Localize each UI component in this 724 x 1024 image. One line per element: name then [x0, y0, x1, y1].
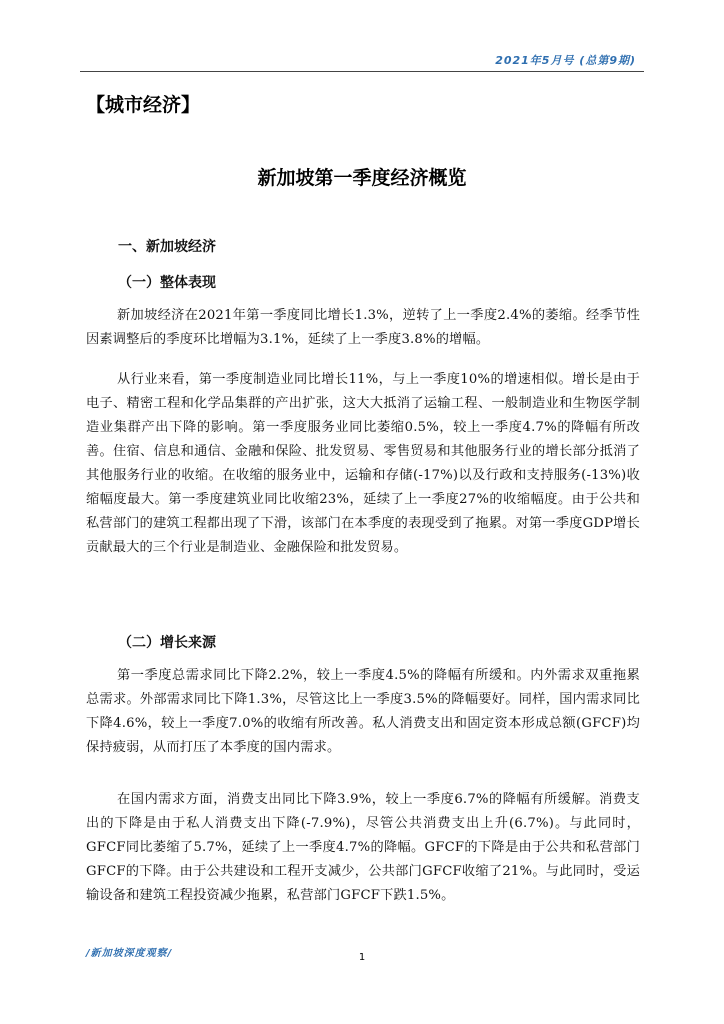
paragraph-demand: 第一季度总需求同比下降2.2%，较上一季度4.5%的降幅有所缓和。内外需求双重拖累总需求。外部需求同比下降1.3%，尽管这比上一季度3.5%的降幅要好。同样，国内需求同比下降4.6%，较上一季度7.0%的收缩有所改善。私人消费支出和固定资本形成总额(GFCF)均保持疲弱，从而打压了本季度的国内需求。	[86, 668, 640, 755]
header-divider	[80, 71, 644, 72]
paragraph-overall: 新加坡经济在2021年第一季度同比增长1.3%，逆转了上一季度2.4%的萎缩。经季节性因素调整后的季度环比增幅为3.1%，延续了上一季度3.8%的增幅。	[86, 308, 640, 347]
issue-label: 2021年5月号 (总第9期)	[495, 54, 636, 67]
paragraph-domestic-demand: 在国内需求方面，消费支出同比下降3.9%，较上一季度6.7%的降幅有所缓解。消费支出的下降是由于私人消费支出下降(-7.9%)，尽管公共消费支出上升(6.7%)。与此同时，GFCF同比萎缩了5.7%，延续了上一季度4.7%的降幅。GFCF的下降是由于公共和私营部门GFCF的下降。由于公共建设和工程开支减少，公共部门GFCF收缩了21%。与此同时，受运输设备和建筑工程投资减少拖累，私营部门GFCF下跌1.5%。	[86, 792, 640, 903]
heading-growth-sources: （二）增长来源	[118, 635, 216, 651]
footer-label: /新加坡深度观察/	[86, 948, 173, 959]
paragraph-industry: 从行业来看，第一季度制造业同比增长11%，与上一季度10%的增速相似。增长是由于电子、精密工程和化学品集群的产出扩张，这大大抵消了运输工程、一般制造业和生物医学制造业集群产出下降的影响。第一季度服务业同比萎缩0.5%，较上一季度4.7%的降幅有所改善。住宿、信息和通信、金融和保险、批发贸易、零售贸易和其他服务行业的增长部分抵消了其他服务行业的收缩。在收缩的服务业中，运输和存储(-17%)以及行政和支持服务(-13%)收缩幅度最大。第一季度建筑业同比收缩23%，延续了上一季度27%的收缩幅度。由于公共和私营部门的建筑工程都出现了下滑，该部门在本季度的表现受到了拖累。对第一季度GDP增长贡献最大的三个行业是制造业、金融保险和批发贸易。	[86, 372, 640, 555]
document-title: 新加坡第一季度经济概览	[257, 167, 467, 189]
heading-singapore-economy: 一、新加坡经济	[118, 239, 216, 255]
section-tag: 【城市经济】	[86, 94, 201, 116]
heading-overall-performance: （一）整体表现	[118, 275, 216, 291]
page-number: 1	[358, 952, 366, 963]
